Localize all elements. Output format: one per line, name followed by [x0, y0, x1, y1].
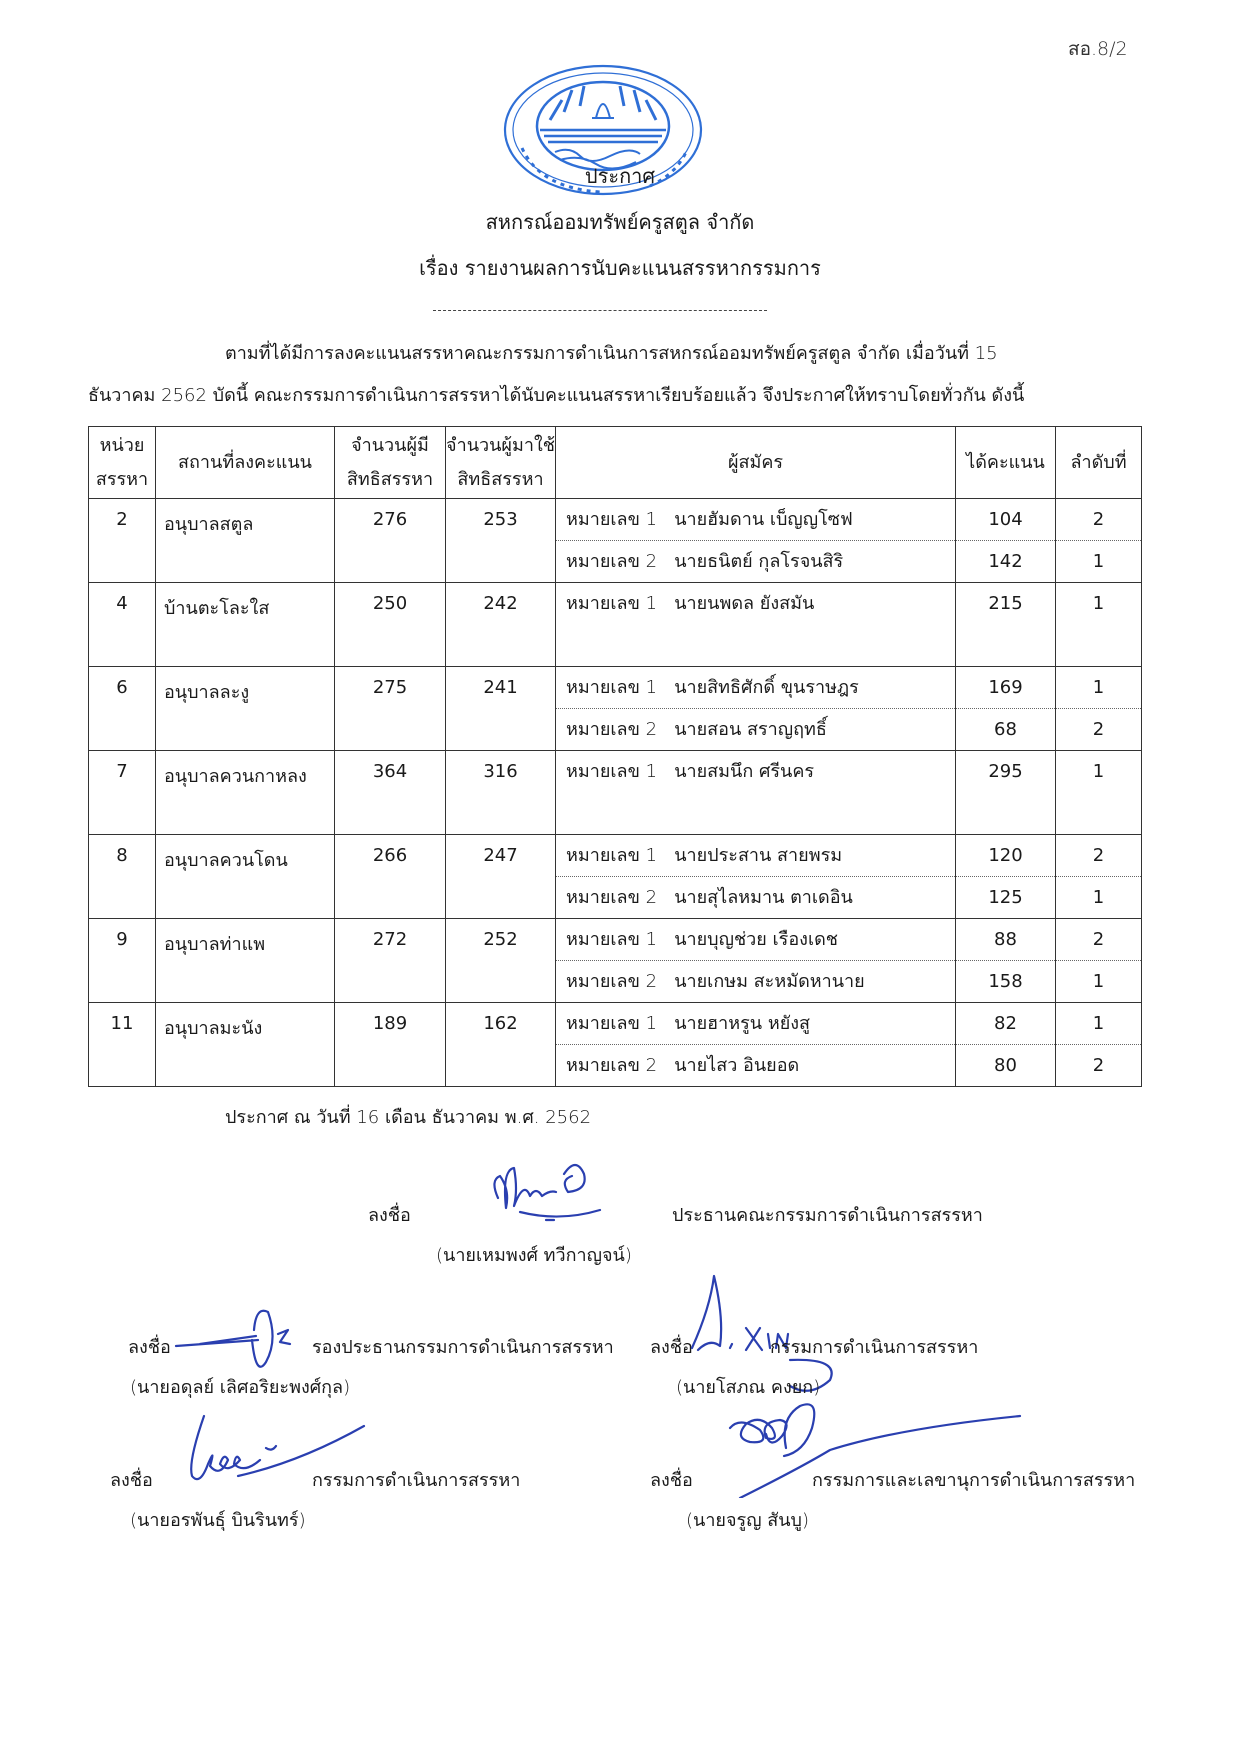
eligible-cell: 266	[335, 835, 446, 919]
candidate-rank: 1	[1092, 593, 1105, 614]
eligible-cell: 189	[335, 1003, 446, 1087]
candidate-name: นายสอน สราญฤทธิ์	[674, 719, 827, 740]
header-eligible-line2: สิทธิสรรหา	[346, 468, 434, 490]
election-results-table	[88, 426, 1142, 1087]
candidate-score: 82	[994, 1013, 1017, 1034]
candidate-score: 295	[988, 761, 1023, 782]
sign-label-member2: ลงชื่อ	[110, 1470, 153, 1491]
ranks-cell	[1056, 499, 1142, 583]
document-code: สอ.8/2	[1068, 38, 1128, 60]
candidate-score: 68	[956, 708, 1055, 750]
intro-paragraph-line2: ธันวาคม 2562 บัดนี้ คณะกรรมการดำเนินการสรรหาได้นับคะแนนสรรหาเรียบร้อยแล้ว จึงประกาศให้ทราบโดยทั่วกัน ดังนี้	[88, 385, 1025, 406]
candidate-score: 80	[956, 1044, 1055, 1086]
used-cell: 241	[446, 667, 556, 751]
sign-label-secretary: ลงชื่อ	[650, 1470, 693, 1491]
candidate-number: หมายเลข 1	[566, 929, 658, 950]
header-place: สถานที่ลงคะแนน	[156, 427, 335, 499]
candidate-rank: 2	[1092, 929, 1105, 950]
candidate-rank: 2	[1056, 1044, 1141, 1086]
scores-cell	[956, 667, 1056, 751]
vice-chair-position: รองประธานกรรมการดำเนินการสรรหา	[312, 1337, 614, 1358]
candidate-score: 169	[988, 677, 1023, 698]
candidate-score: 158	[956, 960, 1055, 1002]
place-cell: อนุบาลควนกาหลง	[156, 751, 335, 835]
ranks-cell	[1056, 919, 1142, 1003]
unit-cell: 4	[89, 583, 156, 667]
candidate-number: หมายเลข 1	[566, 1013, 658, 1034]
member2-name: (นายอรพันธุ์ บินรินทร์)	[130, 1510, 306, 1531]
candidates-cell	[556, 751, 956, 835]
eligible-cell: 272	[335, 919, 446, 1003]
candidate-score: 142	[956, 540, 1055, 582]
sign-label-member1: ลงชื่อ	[650, 1337, 693, 1358]
candidate-rank: 1	[1056, 876, 1141, 918]
header-used-line2: สิทธิสรรหา	[457, 468, 544, 490]
eligible-cell: 276	[335, 499, 446, 583]
unit-cell: 8	[89, 835, 156, 919]
unit-cell: 9	[89, 919, 156, 1003]
candidate-name: นายสิทธิศักดิ์ ขุนราษฎร	[674, 677, 859, 698]
header-used	[446, 427, 556, 499]
candidate-number: หมายเลข 1	[566, 509, 658, 530]
used-cell: 253	[446, 499, 556, 583]
sign-label-vice-chair: ลงชื่อ	[128, 1337, 171, 1358]
candidate-number: หมายเลข 2	[566, 971, 658, 992]
candidate-name: นายธนิตย์ กุลโรจนสิริ	[674, 551, 844, 572]
ranks-cell	[1056, 835, 1142, 919]
candidate-score: 88	[994, 929, 1017, 950]
table-row	[89, 1003, 1142, 1087]
candidate-name: นายฮาหรูน หยังสู	[674, 1013, 811, 1034]
secretary-name: (นายจรูญ สันบู)	[686, 1510, 809, 1531]
header-unit	[89, 427, 156, 499]
candidate-rank: 2	[1092, 509, 1105, 530]
unit-cell: 2	[89, 499, 156, 583]
candidate-name: นายบุญช่วย เรืองเดช	[674, 929, 839, 950]
candidate-score: 215	[988, 593, 1023, 614]
table-row	[89, 583, 1142, 667]
ranks-cell	[1056, 751, 1142, 835]
scores-cell	[956, 919, 1056, 1003]
candidates-cell	[556, 583, 956, 667]
candidate-score: 120	[988, 845, 1023, 866]
candidate-number: หมายเลข 2	[566, 1055, 658, 1076]
unit-cell: 6	[89, 667, 156, 751]
candidate-number: หมายเลข 1	[566, 593, 658, 614]
candidate-rank: 2	[1056, 708, 1141, 750]
candidate-number: หมายเลข 2	[566, 719, 658, 740]
place-cell: อนุบาลมะนัง	[156, 1003, 335, 1087]
candidate-entry	[556, 919, 955, 960]
candidates-cell	[556, 835, 956, 919]
candidate-number: หมายเลข 1	[566, 761, 658, 782]
member2-position: กรรมการดำเนินการสรรหา	[312, 1470, 521, 1491]
scores-cell	[956, 835, 1056, 919]
unit-cell: 7	[89, 751, 156, 835]
stamp-announcement-label: ประกาศ	[584, 164, 656, 188]
place-cell: บ้านตะโละใส	[156, 583, 335, 667]
ranks-cell	[1056, 667, 1142, 751]
candidates-cell	[556, 919, 956, 1003]
header-used-line1: จำนวนผู้มาใช้	[446, 434, 555, 456]
candidate-name: นายฮัมดาน เบ็ญญโซฟ	[674, 509, 853, 530]
header-unit-line1: หน่วย	[99, 434, 145, 456]
candidate-score: 125	[956, 876, 1055, 918]
candidates-cell	[556, 1003, 956, 1087]
sign-label-chair: ลงชื่อ	[368, 1205, 411, 1226]
eligible-cell: 250	[335, 583, 446, 667]
candidate-rank: 1	[1056, 540, 1141, 582]
candidate-entry	[556, 708, 955, 750]
table-row	[89, 751, 1142, 835]
candidate-name: นายนพดล ยังสมัน	[674, 593, 815, 614]
used-cell: 242	[446, 583, 556, 667]
candidate-rank: 1	[1092, 677, 1105, 698]
candidates-cell	[556, 499, 956, 583]
chair-position: ประธานคณะกรรมการดำเนินการสรรหา	[672, 1205, 983, 1226]
candidate-number: หมายเลข 1	[566, 677, 658, 698]
table-row	[89, 919, 1142, 1003]
announcement-date: ประกาศ ณ วันที่ 16 เดือน ธันวาคม พ.ศ. 2562	[225, 1107, 592, 1128]
candidate-number: หมายเลข 2	[566, 551, 658, 572]
header-candidate: ผู้สมัคร	[556, 427, 956, 499]
member1-position: กรรมการดำเนินการสรรหา	[770, 1337, 979, 1358]
candidate-entry	[556, 751, 955, 792]
place-cell: อนุบาลท่าแพ	[156, 919, 335, 1003]
used-cell: 162	[446, 1003, 556, 1087]
candidate-number: หมายเลข 2	[566, 887, 658, 908]
title-divider	[433, 310, 767, 311]
chair-signature-icon	[480, 1150, 610, 1230]
header-eligible	[335, 427, 446, 499]
eligible-cell: 364	[335, 751, 446, 835]
candidate-name: นายประสาน สายพรม	[674, 845, 843, 866]
candidate-name: นายเกษม สะหมัดหานาย	[674, 971, 865, 992]
vice-chair-signature-icon	[170, 1300, 300, 1380]
used-cell: 252	[446, 919, 556, 1003]
document-subject: เรื่อง รายงานผลการนับคะแนนสรรหากรรมการ	[419, 256, 821, 280]
candidate-entry	[556, 835, 955, 876]
scores-cell	[956, 751, 1056, 835]
candidate-rank: 1	[1092, 761, 1105, 782]
member1-name: (นายโสภณ คงยก)	[676, 1377, 821, 1398]
ranks-cell	[1056, 1003, 1142, 1087]
table-body	[89, 499, 1142, 1087]
place-cell: อนุบาลควนโดน	[156, 835, 335, 919]
eligible-cell: 275	[335, 667, 446, 751]
unit-cell: 11	[89, 1003, 156, 1087]
vice-chair-name: (นายอดุลย์ เลิศอริยะพงศ์กุล)	[130, 1377, 351, 1398]
scores-cell	[956, 583, 1056, 667]
place-cell: อนุบาลสตูล	[156, 499, 335, 583]
scores-cell	[956, 499, 1056, 583]
ranks-cell	[1056, 583, 1142, 667]
organization-name: สหกรณ์ออมทรัพย์ครูสตูล จำกัด	[485, 210, 755, 234]
candidate-entry	[556, 960, 955, 1002]
candidate-entry	[556, 499, 955, 540]
candidate-score: 104	[988, 509, 1023, 530]
candidate-rank: 2	[1092, 845, 1105, 866]
candidate-rank: 1	[1092, 1013, 1105, 1034]
header-rank: ลำดับที่	[1056, 427, 1142, 499]
table-row	[89, 667, 1142, 751]
candidate-entry	[556, 1003, 955, 1044]
candidate-number: หมายเลข 1	[566, 845, 658, 866]
place-cell: อนุบาลละงู	[156, 667, 335, 751]
scores-cell	[956, 1003, 1056, 1087]
candidate-entry	[556, 876, 955, 918]
candidate-entry	[556, 1044, 955, 1086]
header-score: ได้คะแนน	[956, 427, 1056, 499]
chair-name: (นายเหมพงศ์ ทวีกาญจน์)	[436, 1245, 632, 1266]
header-unit-line2: สรรหา	[95, 468, 149, 490]
candidate-entry	[556, 667, 955, 708]
candidate-name: นายสุไลหมาน ตาเดอิน	[674, 887, 853, 908]
secretary-position: กรรมการและเลขานุการดำเนินการสรรหา	[812, 1470, 1136, 1491]
candidate-entry	[556, 583, 955, 624]
table-header-row	[89, 427, 1142, 499]
used-cell: 316	[446, 751, 556, 835]
header-eligible-line1: จำนวนผู้มี	[351, 434, 429, 456]
candidates-cell	[556, 667, 956, 751]
candidate-entry	[556, 540, 955, 582]
candidate-rank: 1	[1056, 960, 1141, 1002]
candidate-name: นายสมนึก ศรีนคร	[674, 761, 815, 782]
candidate-name: นายไสว อินยอด	[674, 1055, 800, 1076]
table-row	[89, 835, 1142, 919]
used-cell: 247	[446, 835, 556, 919]
intro-paragraph-line1: ตามที่ได้มีการลงคะแนนสรรหาคณะกรรมการดำเนินการสหกรณ์ออมทรัพย์ครูสตูล จำกัด เมื่อวันที่ 15	[225, 343, 998, 364]
table-row	[89, 499, 1142, 583]
